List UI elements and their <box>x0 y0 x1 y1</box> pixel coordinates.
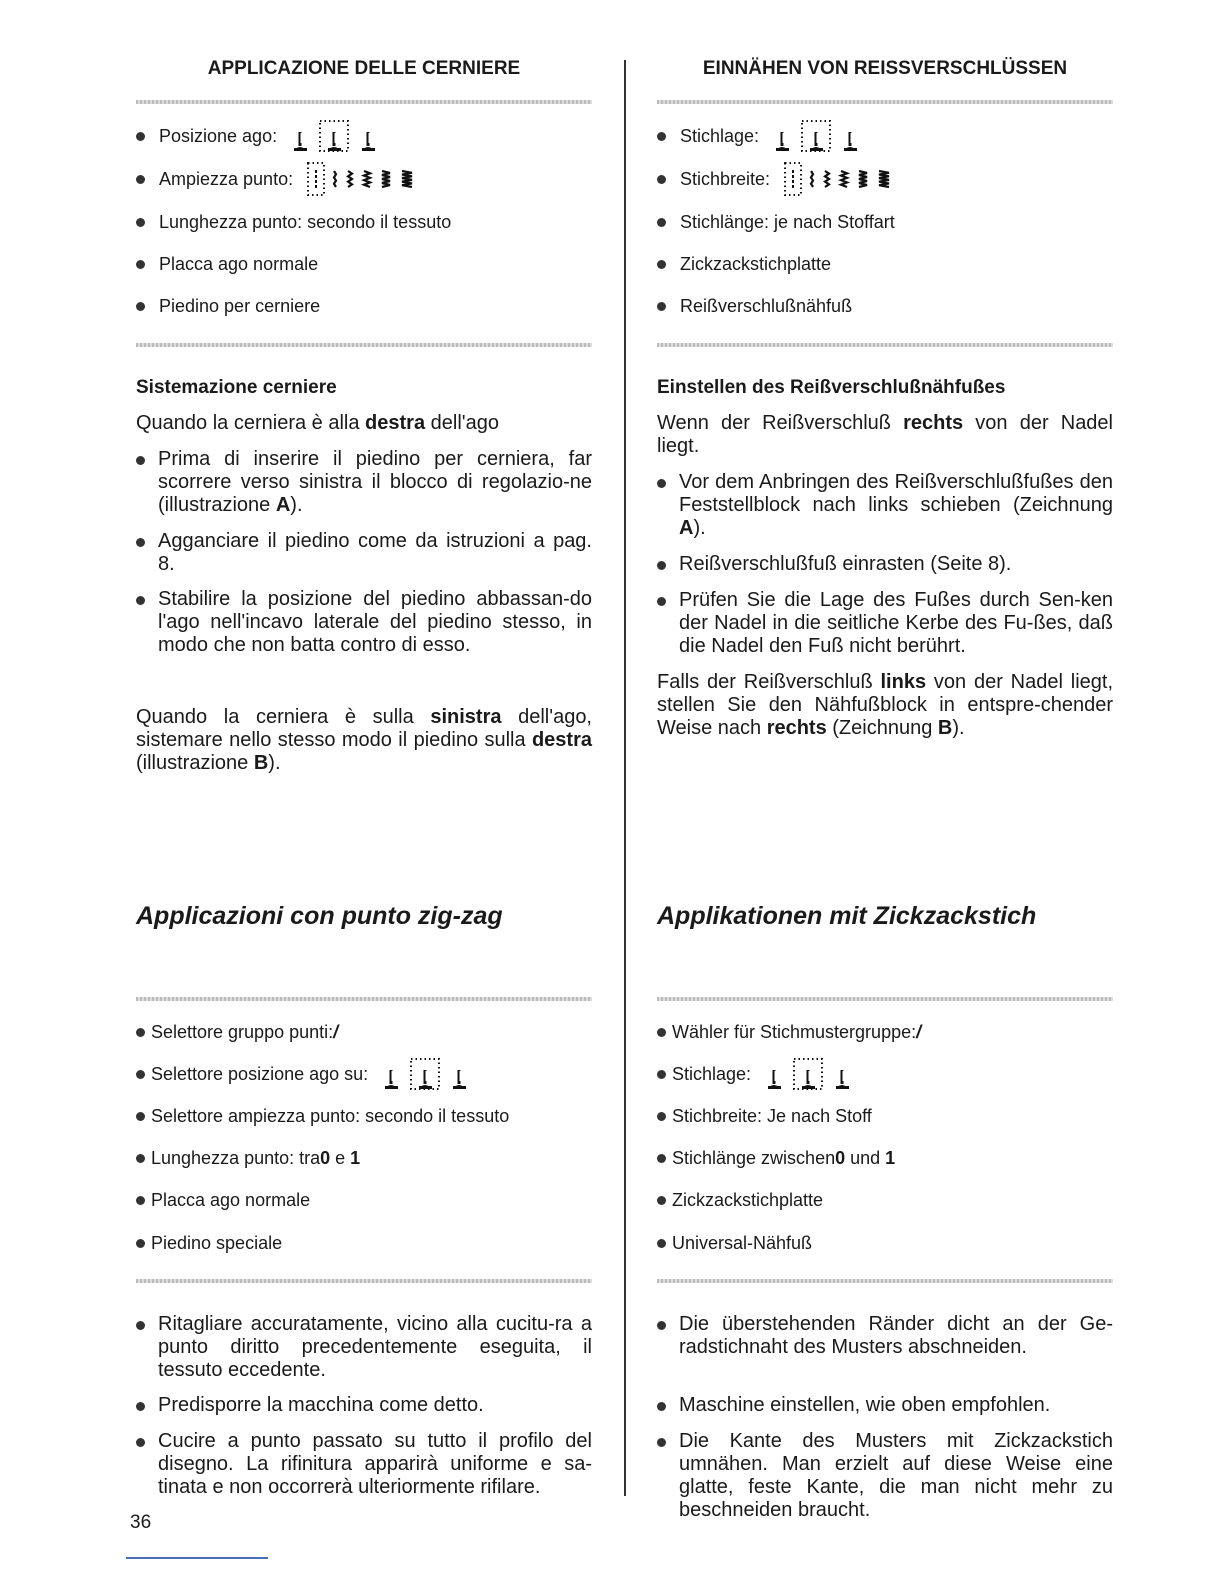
right-heading: EINNÄHEN VON REISSVERSCHLÜSSEN <box>702 58 1068 79</box>
right-bullet-0 <box>657 471 1113 540</box>
right-bullet2-0 <box>657 1313 1113 1359</box>
text: ). <box>268 752 281 774</box>
setting-label: Stichbreite: <box>680 168 771 189</box>
setting-label: Lunghezza punto: tra <box>151 1147 321 1168</box>
right-setting-0 <box>657 124 859 148</box>
right-bullet2-1 <box>657 1394 1113 1417</box>
bullet-icon <box>136 1112 145 1121</box>
needle-position-center-icon <box>319 120 349 152</box>
text: Quando la cerniera è alla <box>136 412 366 434</box>
right-intro <box>657 412 1113 458</box>
left-bullet2-1 <box>136 1394 592 1417</box>
bullet-icon <box>136 1402 145 1411</box>
right-bullet-2 <box>657 589 1113 658</box>
right-setting2-3 <box>657 1146 895 1170</box>
bullet-icon <box>657 1196 666 1205</box>
right-setting-2 <box>657 210 895 234</box>
text: Agganciare il piedino come da istruzioni a pag. 8. <box>158 530 592 575</box>
bullet-icon <box>136 218 145 227</box>
bullet-icon <box>136 1070 145 1079</box>
text: dell'ago, sistemare nello stesso modo il piedino sulla <box>136 706 592 751</box>
bullet-icon <box>136 1321 145 1330</box>
left-subheading: Sistemazione cerniere <box>136 377 337 398</box>
stitch-width-3-icon <box>361 162 373 196</box>
right-setting2-5 <box>657 1231 812 1255</box>
left-intro <box>136 412 592 435</box>
bullet-icon <box>657 302 666 311</box>
left-rule-2 <box>136 997 592 1001</box>
bullet-icon <box>657 479 666 488</box>
needle-position-right-icon <box>833 1058 851 1090</box>
left-setting2-0 <box>136 1020 338 1044</box>
bullet-icon <box>136 538 145 547</box>
stitch-width-1-icon <box>331 162 339 196</box>
needle-position-center-icon <box>801 120 831 152</box>
left-outro <box>136 706 592 775</box>
bullet-icon <box>657 1438 666 1447</box>
text: ). <box>952 717 965 739</box>
setting-label: Wähler für Stichmustergruppe: <box>672 1021 917 1042</box>
emphasis: rechts <box>903 412 964 434</box>
text: Stabilire la posizione del piedino abbassan-do l'ago nell'incavo laterale del piedino stesso, in modo che non batta contro di esso. <box>158 588 592 656</box>
stitch-width-0-icon <box>307 162 325 196</box>
bullet-icon <box>136 596 145 605</box>
text: Predisporre la macchina come detto. <box>158 1394 484 1416</box>
length-min: 0 <box>835 1147 846 1168</box>
footer-rule <box>126 1557 268 1559</box>
stitch-width-1-icon <box>808 162 816 196</box>
needle-position-left-icon <box>382 1058 400 1090</box>
setting-label: Piedino per cerniere <box>159 295 321 316</box>
text: ). <box>693 517 706 539</box>
emphasis: destra <box>531 729 592 751</box>
bullet-icon <box>657 260 666 269</box>
needle-position-left-icon <box>765 1058 783 1090</box>
text: (illustrazione <box>136 752 254 774</box>
stitch-group-mark: / <box>333 1021 339 1042</box>
text: Prima di inserire il piedino per cerniera, far scorrere verso sinistra il blocco di regolazio-ne (illustrazione <box>158 448 592 516</box>
stitch-width-5-icon <box>399 162 415 196</box>
left-bullet-2 <box>136 588 592 657</box>
emphasis: links <box>880 671 927 693</box>
left-bullet-0 <box>136 448 592 517</box>
right-bullet-1 <box>657 553 1113 576</box>
left-setting-0 <box>136 124 377 148</box>
left-setting2-2 <box>136 1104 509 1128</box>
needle-position-right-icon <box>841 120 859 152</box>
stitch-width-0-icon <box>784 162 802 196</box>
text: (Zeichnung <box>826 717 938 739</box>
text: und <box>845 1147 886 1168</box>
bullet-icon <box>136 175 145 184</box>
bullet-icon <box>136 260 145 269</box>
bullet-icon <box>136 1196 145 1205</box>
needle-position-left-icon <box>773 120 791 152</box>
emphasis: B <box>253 752 269 774</box>
setting-label: Stichlage: <box>680 125 760 146</box>
right-rule-3 <box>657 1279 1113 1283</box>
text: Reißverschlußfuß einrasten (Seite 8). <box>679 553 1012 575</box>
bullet-icon <box>657 1239 666 1248</box>
stitch-width-3-icon <box>838 162 850 196</box>
text: von der Nadel liegt. <box>657 412 1114 457</box>
left-setting2-3 <box>136 1146 360 1170</box>
needle-position-icons <box>765 1058 851 1090</box>
emphasis: B <box>937 717 953 739</box>
text: Maschine einstellen, wie oben empfohlen. <box>679 1394 1051 1416</box>
setting-label: Universal-Nähfuß <box>672 1232 813 1253</box>
right-rule-0 <box>657 100 1113 104</box>
stitch-width-4-icon <box>379 162 393 196</box>
left-rule-1 <box>136 343 592 347</box>
emphasis: destra <box>365 412 426 434</box>
left-setting2-4 <box>136 1188 310 1212</box>
right-rule-2 <box>657 997 1113 1001</box>
text: Die überstehenden Ränder dicht an der Ge-radstichnaht des Musters abschneiden. <box>679 1313 1113 1358</box>
bullet-icon <box>657 1028 666 1037</box>
right-setting2-1 <box>657 1062 851 1086</box>
bullet-icon <box>136 132 145 141</box>
emphasis: A <box>275 494 291 516</box>
bullet-icon <box>657 132 666 141</box>
text: e <box>330 1147 351 1168</box>
bullet-icon <box>657 175 666 184</box>
stitch-group-mark: / <box>916 1021 922 1042</box>
text: ). <box>290 494 303 516</box>
text: Ritagliare accuratamente, vicino alla cucitu-ra a punto diritto precedentemente eseguita, il tessuto eccedente. <box>158 1313 592 1381</box>
needle-position-right-icon <box>359 120 377 152</box>
bullet-icon <box>136 1239 145 1248</box>
bullet-icon <box>657 1402 666 1411</box>
length-max: 1 <box>350 1147 361 1168</box>
bullet-icon <box>657 1112 666 1121</box>
left-rule-3 <box>136 1279 592 1283</box>
bullet-icon <box>136 1028 145 1037</box>
setting-label: Posizione ago: <box>159 125 278 146</box>
right-setting-1 <box>657 167 892 191</box>
bullet-icon <box>657 218 666 227</box>
needle-position-icons <box>773 120 859 152</box>
stitch-width-icons <box>307 162 415 196</box>
setting-label: Stichlänge: je nach Stoffart <box>680 211 895 232</box>
text: Falls der Reißverschluß <box>657 671 881 693</box>
emphasis: sinistra <box>430 706 502 728</box>
bullet-icon <box>657 1154 666 1163</box>
left-heading: APPLICAZIONE DELLE CERNIERE <box>207 58 521 79</box>
setting-label: Selettore gruppo punti: <box>151 1021 334 1042</box>
needle-position-center-icon <box>410 1058 440 1090</box>
right-bullet2-2 <box>657 1430 1113 1522</box>
setting-label: Stichbreite: Je nach Stoff <box>672 1105 872 1126</box>
text: Prüfen Sie die Lage des Fußes durch Sen-ken der Nadel in die seitliche Kerbe des Fu-ßes, daß die Nadel den Fuß nicht berührt. <box>679 589 1113 657</box>
stitch-width-icons <box>784 162 892 196</box>
needle-position-right-icon <box>450 1058 468 1090</box>
right-setting2-4 <box>657 1188 823 1212</box>
setting-label: Stichlage: <box>672 1063 752 1084</box>
left-bullet-1 <box>136 530 592 576</box>
text: dell'ago <box>425 412 499 434</box>
length-max: 1 <box>885 1147 896 1168</box>
stitch-width-5-icon <box>876 162 892 196</box>
right-section-title: Applikationen mit Zickzackstich <box>657 902 1037 930</box>
text: Vor dem Anbringen des Reißverschlußfußes den Feststellblock nach links schieben (Zeichnung <box>679 471 1113 516</box>
left-setting-3 <box>136 252 318 276</box>
right-subheading: Einstellen des Reißverschlußnähfußes <box>657 377 1006 398</box>
text: Die Kante des Musters mit Zickzackstich umnähen. Man erzielt auf diese Weise eine glatte, feste Kante, die man nicht mehr zu beschneiden braucht. <box>679 1430 1113 1521</box>
bullet-icon <box>657 1070 666 1079</box>
text: Quando la cerniera è sulla <box>136 706 431 728</box>
right-setting2-2 <box>657 1104 872 1128</box>
text: Cucire a punto passato su tutto il profilo del disegno. La rifinitura apparirà uniforme e sa-tinata e non occorrerà ulteriormente rifilare. <box>158 1430 592 1498</box>
text: von der Nadel liegt, stellen Sie den Nähfußblock in entspre-chender Weise nach <box>657 671 1113 739</box>
length-min: 0 <box>320 1147 331 1168</box>
emphasis: rechts <box>766 717 827 739</box>
setting-label: Lunghezza punto: secondo il tessuto <box>159 211 452 232</box>
left-setting-1 <box>136 167 415 191</box>
setting-label: Zickzackstichplatte <box>680 253 832 274</box>
setting-label: Placca ago normale <box>151 1189 311 1210</box>
left-setting-2 <box>136 210 451 234</box>
page-number: 36 <box>130 1512 152 1533</box>
needle-position-icons <box>291 120 377 152</box>
right-outro <box>657 671 1113 740</box>
bullet-icon <box>136 1154 145 1163</box>
bullet-icon <box>136 1438 145 1447</box>
setting-label: Stichlänge zwischen <box>672 1147 836 1168</box>
left-bullet2-2 <box>136 1430 592 1499</box>
bullet-icon <box>136 456 145 465</box>
left-section-title: Applicazioni con punto zig-zag <box>136 902 503 930</box>
stitch-width-4-icon <box>856 162 870 196</box>
bullet-icon <box>657 597 666 606</box>
setting-label: Placca ago normale <box>159 253 319 274</box>
left-setting-4 <box>136 294 320 318</box>
setting-label: Selettore ampiezza punto: secondo il tessuto <box>151 1105 510 1126</box>
emphasis: A <box>679 517 694 539</box>
setting-label: Zickzackstichplatte <box>672 1189 824 1210</box>
text: Wenn der Reißverschluß <box>657 412 904 434</box>
setting-label: Piedino speciale <box>151 1232 283 1253</box>
left-bullet2-0 <box>136 1313 592 1382</box>
bullet-icon <box>657 561 666 570</box>
stitch-width-2-icon <box>822 162 832 196</box>
right-setting2-0 <box>657 1020 921 1044</box>
bullet-icon <box>657 1321 666 1330</box>
left-rule-0 <box>136 100 592 104</box>
needle-position-icons <box>382 1058 468 1090</box>
right-setting-3 <box>657 252 831 276</box>
needle-position-left-icon <box>291 120 309 152</box>
stitch-width-2-icon <box>345 162 355 196</box>
setting-label: Reißverschlußnähfuß <box>680 295 853 316</box>
column-divider <box>624 60 626 1496</box>
left-setting2-1 <box>136 1062 468 1086</box>
right-rule-1 <box>657 343 1113 347</box>
right-setting-4 <box>657 294 852 318</box>
setting-label: Selettore posizione ago su: <box>151 1063 369 1084</box>
setting-label: Ampiezza punto: <box>159 168 294 189</box>
needle-position-center-icon <box>793 1058 823 1090</box>
bullet-icon <box>136 302 145 311</box>
left-setting2-5 <box>136 1231 282 1255</box>
